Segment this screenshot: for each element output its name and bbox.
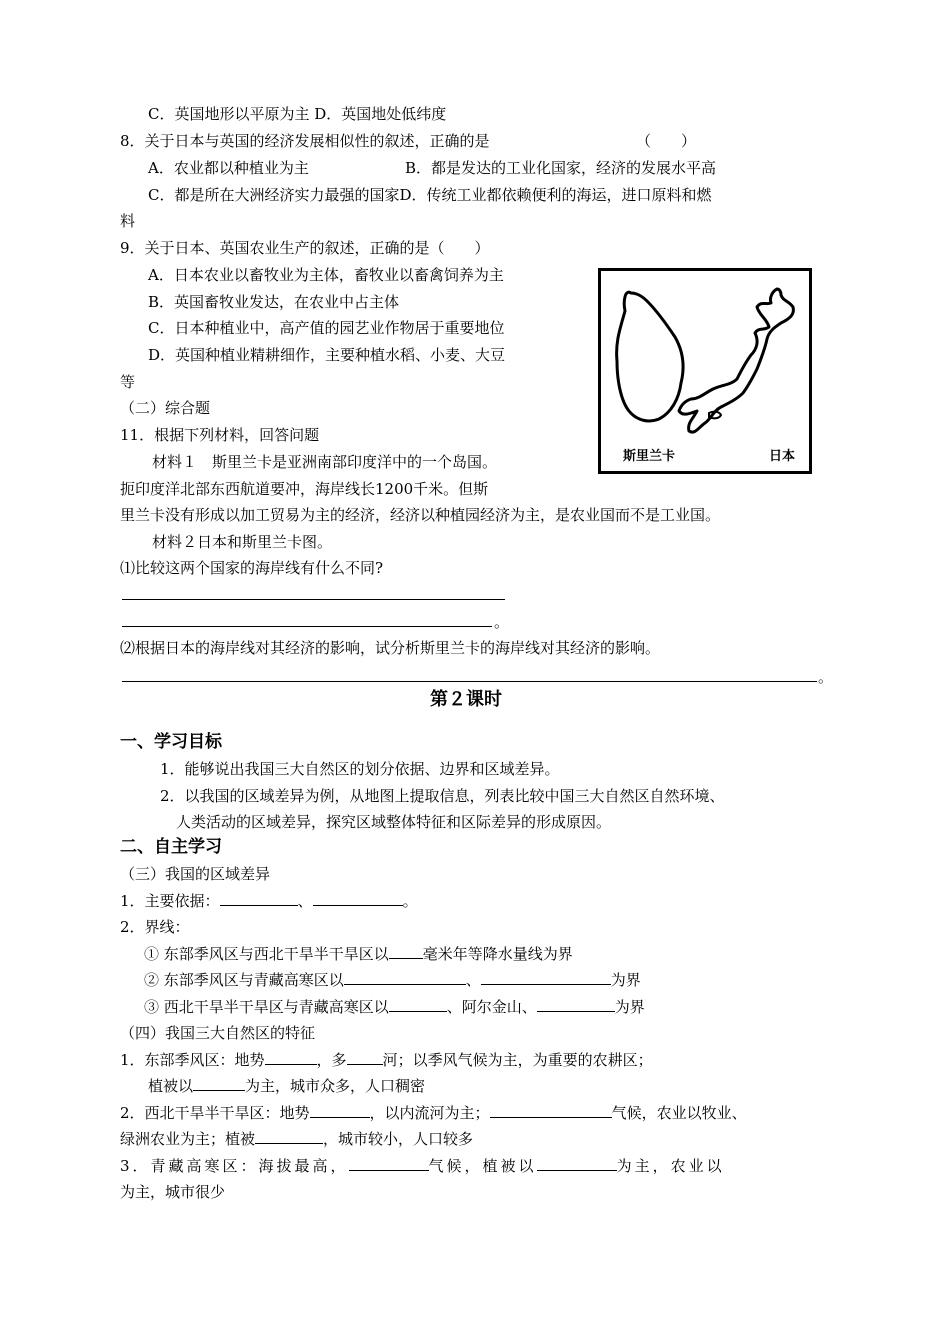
fill-blank[interactable] (310, 1103, 370, 1118)
basis-label: 1．主要依据： (120, 892, 220, 910)
fill-blank[interactable] (537, 997, 615, 1012)
fill-blank[interactable] (344, 970, 466, 985)
q8-option-cd-cont: 料 (120, 212, 136, 230)
sub-question-2: ⑵根据日本的海岸线对其经济的影响，试分析斯里兰卡的海岸线对其经济的影响。 (120, 639, 661, 657)
fill-blank[interactable] (255, 1129, 323, 1144)
fill-blank[interactable] (220, 891, 298, 906)
separator: 、 (297, 892, 313, 910)
q9-option-d: D．英国种植业精耕细作，主要种植水稻、小麦、大豆 (148, 346, 506, 364)
japan-outline (679, 289, 793, 432)
q9-stem: 9．关于日本、英国农业生产的叙述，正确的是（ ） (120, 239, 490, 257)
boundary-3-pre: ③ 西北干旱半干旱区与青藏高寒区以 (144, 998, 389, 1016)
boundary-2-pre: ② 东部季风区与青藏高寒区以 (144, 971, 344, 989)
east-monsoon-line1 (120, 1050, 653, 1070)
fill-blank[interactable] (347, 1050, 383, 1065)
fill-blank[interactable] (313, 891, 403, 906)
boundary-1 (144, 944, 573, 964)
nw-b-post: ，城市较小，人口较多 (323, 1130, 474, 1148)
sri-lanka-outline (617, 292, 683, 421)
nw-mid2: 气候，农业以牧业、 (611, 1104, 747, 1122)
east-b-pre: 植被以 (148, 1077, 194, 1095)
q9-option-c: C．日本种植业中，高产值的园艺业作物居于重要地位 (148, 319, 505, 337)
east-pre: 1．东部季风区：地势 (120, 1051, 265, 1069)
boundary-1-pre: ① 东部季风区与西北干旱半干旱区以 (144, 945, 389, 963)
qt-mid2: 为主，农业以 (616, 1157, 725, 1175)
goal-2-line2: 人类活动的区域差异，探究区域整体特征和区际差异的形成原因。 (176, 813, 612, 831)
q9-option-a: A．日本农业以畜牧业为主体，畜牧业以畜禽饲养为主 (148, 266, 504, 284)
material1-line1: 材料１ 斯里兰卡是亚洲南部印度洋中的一个岛国。 (152, 453, 498, 471)
nw-mid1: ，以内流河为主； (369, 1104, 490, 1122)
section-comprehensive: （二）综合题 (120, 399, 211, 417)
map-label-srilanka: 斯里兰卡 (623, 449, 676, 464)
q8-answer-paren: （ ） (636, 132, 697, 150)
section-learning-goals: 一、学习目标 (120, 732, 222, 752)
period-mark: 。 (494, 613, 510, 631)
q9-option-d-cont: 等 (120, 373, 136, 391)
subsection-4: （四）我国三大自然区的特征 (120, 1024, 316, 1042)
northwest-arid-line1 (120, 1103, 747, 1123)
goal-2-line1: 2．以我国的区域差异为例，从地图上提取信息，列表比较中国三大自然区自然环境、 (160, 787, 725, 805)
boundary-label: 2．界线： (120, 918, 190, 936)
goal-1: 1．能够说出我国三大自然区的划分依据、边界和区域差异。 (160, 760, 560, 778)
answer-line[interactable] (122, 681, 817, 682)
sub-question-1: ⑴比较这两个国家的海岸线有什么不同? (120, 559, 384, 577)
period-mark: 。 (818, 668, 834, 686)
q7-options-cd: C．英国地形以平原为主 D．英国地处低纬度 (148, 105, 447, 123)
east-mid2: 河；以季风气候为主，为重要的农耕区； (382, 1051, 653, 1069)
boundary-3-post: 为界 (614, 998, 645, 1016)
east-b-post: 为主，城市众多，人口稠密 (245, 1077, 426, 1095)
fill-blank[interactable] (349, 1156, 429, 1171)
map-outline-drawing (601, 271, 809, 471)
qt-pre: 3．青藏高寒区：海拔最高， (120, 1157, 349, 1175)
q8-option-b: B．都是发达的工业化国家，经济的发展水平高 (405, 159, 717, 177)
basis-line (120, 891, 418, 911)
boundary-2-post: 为界 (610, 971, 641, 989)
q9-option-b: B．英国畜牧业发达，在农业中占主体 (148, 293, 400, 311)
fill-blank[interactable] (265, 1050, 317, 1065)
q8-option-a: A．农业都以种植业为主 (148, 159, 309, 177)
fill-blank[interactable] (490, 1103, 612, 1118)
material2: 材料２日本和斯里兰卡图。 (152, 533, 333, 551)
material1-line3: 里兰卡没有形成以加工贸易为主的经济，经济以种植园经济为主，是农业国而不是工业国。 (120, 506, 721, 524)
period: 。 (402, 892, 418, 910)
nw-pre: 2．西北干旱半干旱区：地势 (120, 1104, 310, 1122)
east-monsoon-line2 (148, 1076, 425, 1096)
qinghai-tibet-line1 (120, 1156, 725, 1176)
fill-blank[interactable] (389, 997, 447, 1012)
fill-blank[interactable] (537, 1156, 617, 1171)
q8-stem: 8．关于日本与英国的经济发展相似性的叙述，正确的是 (120, 132, 490, 150)
q8-option-cd: C．都是所在大洲经济实力最强的国家D．传统工业都依赖便利的海运，进口原料和燃 (148, 186, 712, 204)
northwest-arid-line2 (120, 1129, 473, 1149)
fill-blank[interactable] (389, 944, 423, 959)
boundary-3 (144, 997, 645, 1017)
nw-b-pre: 绿洲农业为主；植被 (120, 1130, 256, 1148)
boundary-3-mid: 、阿尔金山、 (446, 998, 537, 1016)
answer-line[interactable] (122, 599, 505, 600)
east-mid1: ，多 (316, 1051, 347, 1069)
fill-blank[interactable] (193, 1076, 245, 1091)
section-self-study: 二、自主学习 (120, 837, 222, 857)
boundary-2-mid: 、 (465, 971, 481, 989)
subsection-3: （三）我国的区域差异 (120, 865, 271, 883)
map-label-japan: 日本 (769, 449, 796, 464)
lesson-title: 第２课时 (430, 689, 502, 710)
qt-mid1: 气候，植被以 (428, 1157, 537, 1175)
answer-line[interactable] (122, 626, 492, 627)
map-figure (598, 268, 812, 474)
boundary-2 (144, 970, 641, 990)
material1-line2: 扼印度洋北部东西航道要冲，海岸线长1200千米。但斯 (120, 480, 489, 498)
boundary-1-post: 毫米年等降水量线为界 (422, 945, 573, 963)
fill-blank[interactable] (481, 970, 611, 985)
q11-stem: 11．根据下列材料，回答问题 (120, 426, 320, 444)
qinghai-tibet-line2: 为主，城市很少 (120, 1183, 226, 1201)
